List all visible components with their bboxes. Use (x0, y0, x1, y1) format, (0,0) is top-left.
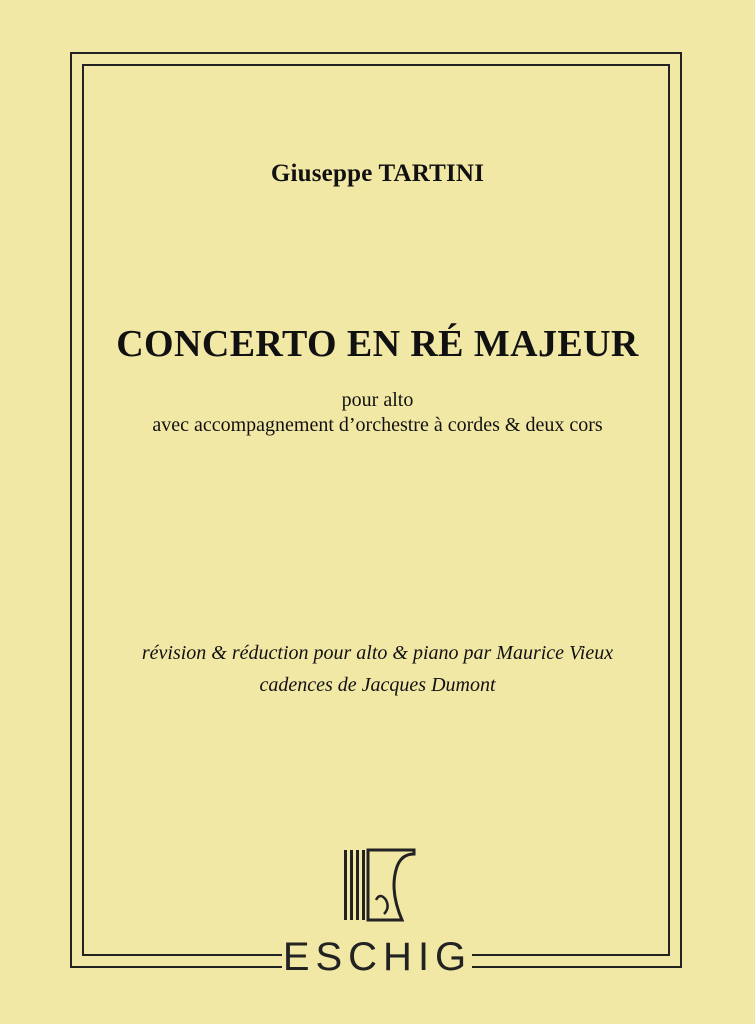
publisher-name: ESCHIG (282, 935, 473, 979)
work-title: CONCERTO EN RÉ MAJEUR (116, 323, 639, 365)
inner-border-frame (82, 64, 670, 956)
cadenza-credit: cadences de Jacques Dumont (259, 674, 496, 696)
publisher-logo-icon (340, 848, 420, 924)
revision-credit: révision & réduction pour alto & piano par Maurice Vieux (141, 642, 614, 664)
instrument-line: pour alto (341, 389, 414, 411)
accompaniment-line: avec accompagnement d’orchestre à cordes & deux cors (152, 414, 603, 436)
composer-name: Giuseppe TARTINI (270, 160, 485, 187)
